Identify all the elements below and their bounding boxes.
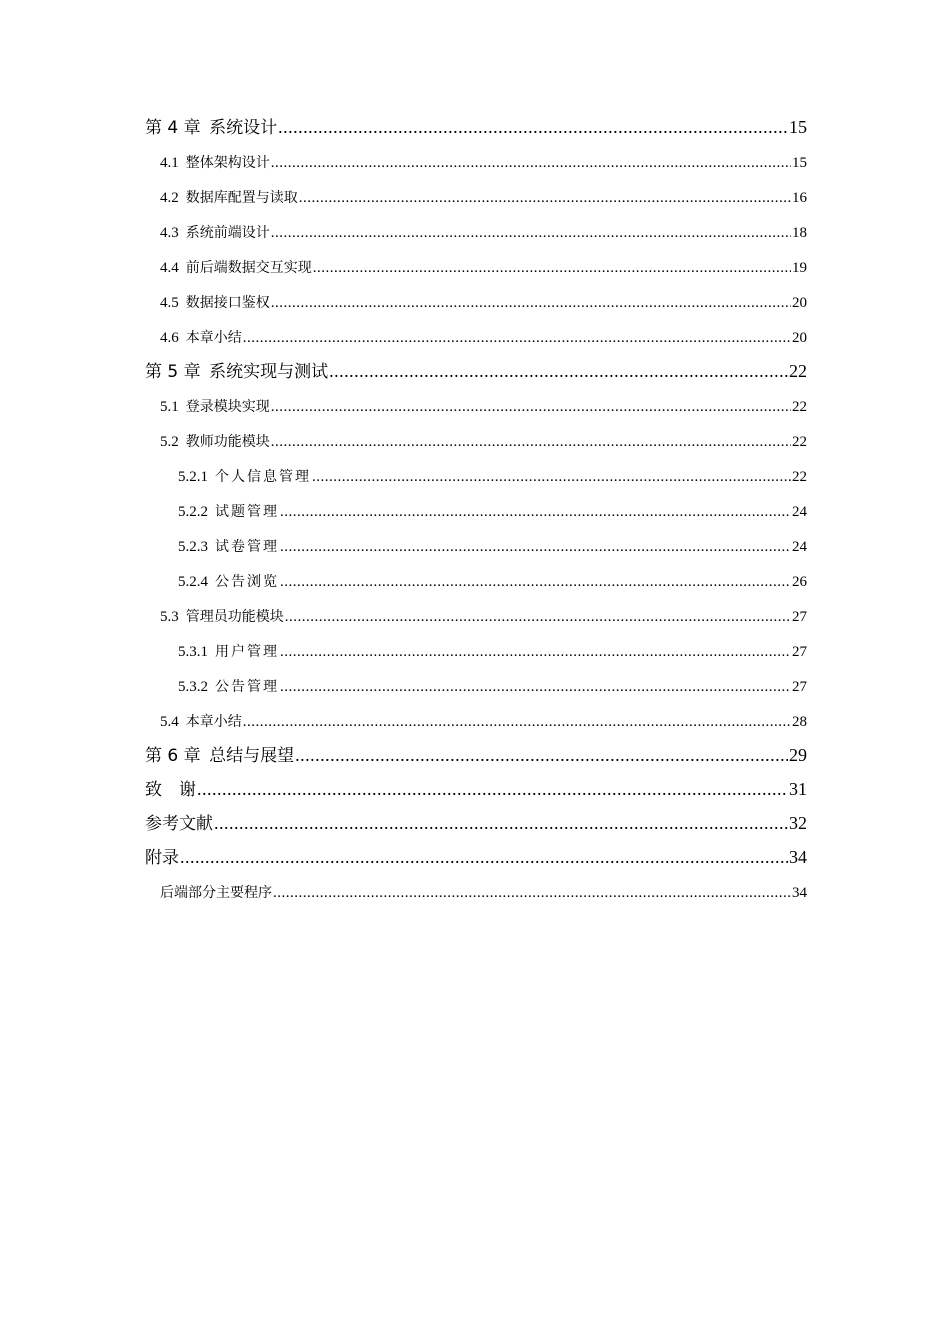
toc-entry[interactable]	[145, 871, 807, 906]
toc-entry-title: 附录	[145, 848, 179, 868]
toc-entry[interactable]	[145, 113, 807, 141]
dot-leader	[278, 117, 788, 138]
dot-leader	[180, 847, 788, 868]
toc-entry-page-number: 27	[792, 679, 807, 695]
toc-entry-page-number: 31	[789, 779, 807, 799]
toc-entry-number: 第 4 章	[145, 118, 201, 138]
toc-entry[interactable]	[145, 560, 807, 595]
dot-leader	[280, 574, 791, 591]
toc-entry-page-number: 15	[789, 117, 807, 137]
toc-entry-page-number: 19	[792, 260, 807, 276]
toc-entry[interactable]	[145, 525, 807, 560]
dot-leader	[243, 330, 791, 347]
toc-entry-number: 5.2.3	[178, 539, 208, 555]
toc-entry-page-number: 24	[792, 504, 807, 520]
toc-entry-page-number: 22	[789, 361, 807, 381]
toc-entry-page-number: 34	[789, 847, 807, 867]
toc-entry-title: 试题管理	[215, 504, 279, 520]
dot-leader	[329, 361, 788, 382]
toc-entry-title: 教师功能模块	[185, 434, 270, 450]
toc-entry[interactable]	[145, 630, 807, 665]
toc-entry-page-number: 26	[792, 574, 807, 590]
toc-entry-number: 第 5 章	[145, 362, 201, 382]
toc-entry-number: 4.5	[160, 295, 179, 311]
toc-entry-page-number: 28	[792, 714, 807, 730]
toc-entry-number: 5.2.1	[178, 469, 208, 485]
dot-leader	[197, 779, 788, 800]
toc-entry-title: 后端部分主要程序	[160, 885, 272, 901]
toc-entry-title: 用户管理	[215, 644, 279, 660]
toc-entry[interactable]	[145, 803, 807, 837]
dot-leader	[273, 885, 791, 902]
dot-leader	[271, 225, 791, 242]
toc-entry[interactable]	[145, 665, 807, 700]
table-of-contents	[145, 113, 807, 906]
dot-leader	[299, 190, 791, 207]
toc-entry-number: 5.1	[160, 399, 179, 415]
toc-entry-title: 本章小结	[185, 714, 242, 730]
toc-entry-page-number: 22	[792, 434, 807, 450]
toc-entry-number: 5.3.2	[178, 679, 208, 695]
dot-leader	[280, 679, 791, 696]
toc-entry[interactable]	[145, 455, 807, 490]
toc-entry-number: 5.2.4	[178, 574, 208, 590]
toc-entry[interactable]	[145, 246, 807, 281]
toc-entry-page-number: 22	[792, 399, 807, 415]
toc-entry-number: 4.3	[160, 225, 179, 241]
toc-entry-page-number: 32	[789, 813, 807, 833]
toc-entry[interactable]	[145, 837, 807, 871]
toc-entry[interactable]	[145, 141, 807, 176]
dot-leader	[271, 434, 791, 451]
toc-entry-title: 公告浏览	[215, 574, 279, 590]
toc-entry-page-number: 16	[792, 190, 807, 206]
toc-entry-page-number: 22	[792, 469, 807, 485]
toc-entry-number: 第 6 章	[145, 746, 201, 766]
toc-entry-title: 总结与展望	[209, 746, 295, 766]
toc-entry-title: 数据库配置与读取	[185, 190, 298, 206]
toc-entry[interactable]	[145, 316, 807, 351]
toc-entry-page-number: 34	[792, 885, 807, 901]
dot-leader	[271, 295, 791, 312]
dot-leader	[280, 644, 791, 661]
toc-entry-page-number: 24	[792, 539, 807, 555]
toc-entry[interactable]	[145, 769, 807, 803]
toc-entry-number: 5.3	[160, 609, 179, 625]
toc-entry-page-number: 18	[792, 225, 807, 241]
toc-entry-title: 本章小结	[185, 330, 242, 346]
dot-leader	[312, 469, 791, 486]
toc-entry-title: 致 谢	[145, 780, 196, 800]
toc-entry-number: 4.4	[160, 260, 179, 276]
dot-leader	[280, 539, 791, 556]
toc-entry-number: 4.6	[160, 330, 179, 346]
toc-entry-title: 数据接口鉴权	[185, 295, 270, 311]
toc-entry-title: 系统前端设计	[185, 225, 270, 241]
toc-entry-page-number: 27	[792, 609, 807, 625]
toc-entry[interactable]	[145, 385, 807, 420]
toc-entry-title: 整体架构设计	[185, 155, 270, 171]
toc-entry-page-number: 27	[792, 644, 807, 660]
dot-leader	[285, 609, 791, 626]
dot-leader	[214, 813, 788, 834]
toc-entry-page-number: 20	[792, 295, 807, 311]
toc-entry-number: 5.3.1	[178, 644, 208, 660]
toc-entry[interactable]	[145, 490, 807, 525]
toc-entry-title: 登录模块实现	[185, 399, 270, 415]
dot-leader	[295, 745, 788, 766]
toc-entry-title: 公告管理	[215, 679, 279, 695]
toc-entry[interactable]	[145, 351, 807, 385]
toc-entry[interactable]	[145, 176, 807, 211]
toc-entry[interactable]	[145, 281, 807, 316]
toc-entry-title: 管理员功能模块	[185, 609, 284, 625]
toc-entry-number: 4.2	[160, 190, 179, 206]
toc-entry-number: 5.4	[160, 714, 179, 730]
toc-entry-number: 5.2.2	[178, 504, 208, 520]
toc-entry-title: 个人信息管理	[215, 469, 311, 485]
toc-entry-number: 4.1	[160, 155, 179, 171]
dot-leader	[280, 504, 791, 521]
toc-entry-title: 试卷管理	[215, 539, 279, 555]
dot-leader	[271, 155, 791, 172]
toc-entry-page-number: 20	[792, 330, 807, 346]
dot-leader	[313, 260, 791, 277]
toc-entry-title: 参考文献	[145, 814, 213, 834]
toc-entry[interactable]	[145, 420, 807, 455]
dot-leader	[243, 714, 791, 731]
toc-entry-title: 系统设计	[209, 118, 278, 138]
dot-leader	[271, 399, 791, 416]
toc-entry[interactable]	[145, 211, 807, 246]
toc-entry[interactable]	[145, 735, 807, 769]
toc-entry-title: 系统实现与测试	[209, 362, 329, 382]
toc-entry-page-number: 29	[789, 745, 807, 765]
toc-entry[interactable]	[145, 595, 807, 630]
toc-entry-title: 前后端数据交互实现	[185, 260, 312, 276]
toc-entry-number: 5.2	[160, 434, 179, 450]
toc-entry[interactable]	[145, 700, 807, 735]
toc-entry-page-number: 15	[792, 155, 807, 171]
